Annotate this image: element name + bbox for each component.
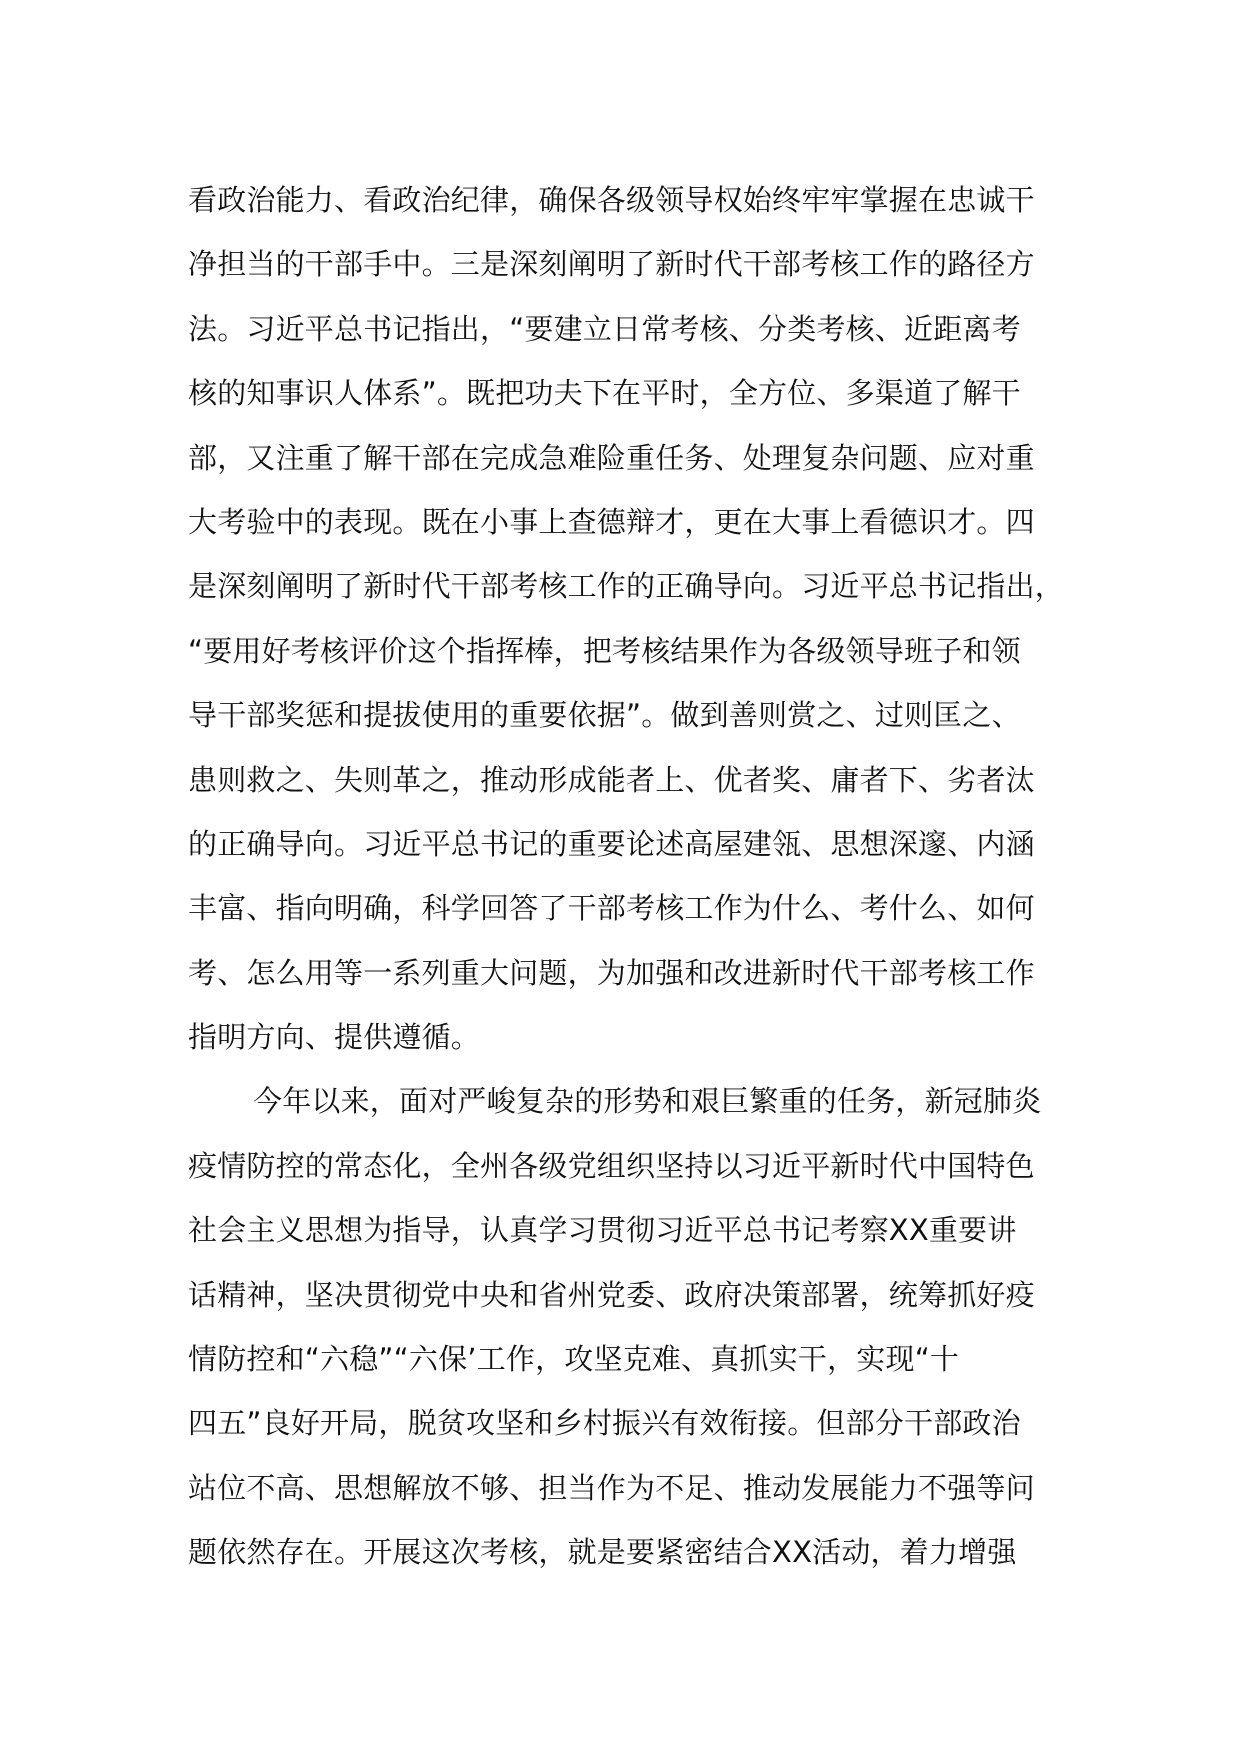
text-line: 题依然存在。开展这次考核，就是要紧密结合XX活动，着力增强 <box>188 1535 1017 1570</box>
text-line: 净担当的干部手中。三是深刻阐明了新时代干部考核工作的路径方 <box>188 247 1035 282</box>
text-line: 社会主义思想为指导，认真学习贯彻习近平总书记考察XX重要讲 <box>188 1213 1017 1248</box>
text-line: 是深刻阐明了新时代干部考核工作的正确导向。习近平总书记指出， <box>188 569 1065 604</box>
text-line: 的正确导向。习近平总书记的重要论述高屋建瓴、思想深邃、内涵 <box>188 826 1035 861</box>
text-line: 丰富、指向明确，科学回答了干部考核工作为什么、考什么、如何 <box>188 891 1035 926</box>
text-line: 部，又注重了解干部在完成急难险重任务、处理复杂问题、应对重 <box>188 440 1035 475</box>
paragraph-first-line: 今年以来，面对严峻复杂的形势和艰巨繁重的任务，新冠肺炎 <box>253 1084 1042 1119</box>
text-line: 疫情防控的常态化，全州各级党组织坚持以习近平新时代中国特色 <box>188 1148 1035 1183</box>
text-line: 考、怎么用等一系列重大问题，为加强和改进新时代干部考核工作 <box>188 955 1035 990</box>
text-line: 大考验中的表现。既在小事上查德辩才，更在大事上看德识才。四 <box>188 504 1035 539</box>
text-line: 四五”良好开局，脱贫攻坚和乡村振兴有效衔接。但部分干部政治 <box>188 1406 1021 1441</box>
text-line: 指明方向、提供遵循。 <box>188 1020 481 1055</box>
body-text <box>188 168 1068 1585</box>
text-line: “要用好考核评价这个指挥棒，把考核结果作为各级领导班子和领 <box>188 633 1021 668</box>
text-line: 话精神，坚决贯彻党中央和省州党委、政府决策部署，统筹抓好疫 <box>188 1277 1035 1312</box>
text-line: 情防控和“六稳”“六保’工作，攻坚克难、真抓实干，实现“十 <box>188 1342 960 1377</box>
text-line: 患则救之、失则革之，推动形成能者上、优者奖、庸者下、劣者汰 <box>188 762 1035 797</box>
text-line: 站位不高、思想解放不够、担当作为不足、推动发展能力不强等问 <box>188 1470 1035 1505</box>
text-line: 法。习近平总书记指出，“要建立日常考核、分类考核、近距离考 <box>188 311 1021 346</box>
text-line: 看政治能力、看政治纪律，确保各级领导权始终牢牢掌握在忠诚干 <box>188 183 1035 217</box>
text-line: 核的知事识人体系”。既把功夫下在平时，全方位、多渠道了解干 <box>188 376 1021 411</box>
text-line: 导干部奖惩和提拔使用的重要依据”。做到善则赏之、过则匡之、 <box>188 698 1021 733</box>
